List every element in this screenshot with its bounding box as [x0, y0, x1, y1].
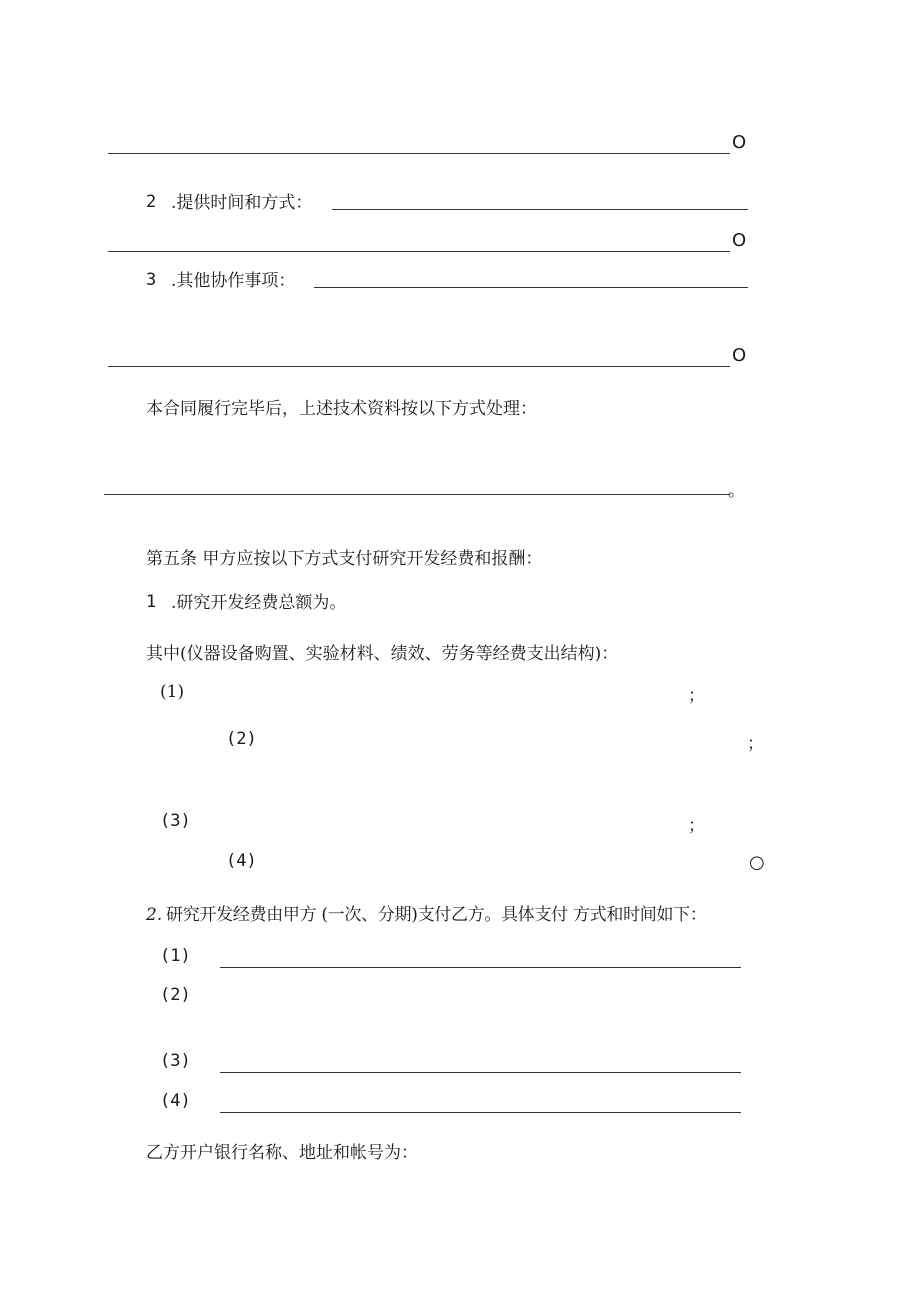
payment-item-3-label: (3) [160, 1051, 191, 1071]
breakdown-item-3-label: (3) [160, 811, 191, 831]
item2-fill-line [332, 209, 748, 210]
item3-end-mark: O [732, 345, 747, 366]
payment-item-1-label: (1) [160, 946, 191, 966]
breakdown-item-4-end: ○ [749, 852, 765, 873]
payment-intro-number: 2. [146, 905, 163, 925]
item3-fill-line [314, 287, 748, 288]
payment-item-3-line [220, 1072, 741, 1073]
breakdown-item-2-end: ； [747, 734, 764, 754]
breakdown-item-2-label: (2) [226, 729, 257, 749]
breakdown-item-3-end: ； [688, 816, 705, 836]
payment-intro: 研究开发经费由甲方 (一次、分期)支付乙方。具体支付 方式和时间如下： [166, 905, 707, 925]
payment-item-4-label: (4) [160, 1091, 191, 1111]
item2-fill-line-2 [108, 251, 730, 252]
payment-item-1-line [220, 967, 741, 968]
item2-label: .提供时间和方式： [171, 193, 313, 213]
item2-end-mark: O [732, 230, 747, 251]
article5-heading: 第五条 甲方应按以下方式支付研究开发经费和报酬： [146, 549, 543, 569]
item2-number: 2 [146, 192, 157, 212]
fill-line-top [108, 153, 730, 154]
end-mark: O [732, 132, 747, 153]
payment-item-2-label: (2) [160, 985, 191, 1005]
breakdown-intro: 其中(仪器设备购置、实验材料、绩效、劳务等经费支出结构)： [146, 644, 619, 664]
article5-item1-text: .研究开发经费总额为。 [171, 593, 347, 613]
breakdown-item-1-end: ； [688, 686, 705, 706]
item3-label: .其他协作事项： [171, 271, 296, 291]
item3-number: 3 [146, 270, 157, 290]
breakdown-item-4-label: (4) [226, 851, 257, 871]
disposal-text: 本合同履行完毕后，上述技术资料按以下方式处理： [146, 399, 537, 419]
item3-fill-line-2 [108, 366, 730, 367]
payment-item-4-line [220, 1112, 741, 1113]
bank-info-text: 乙方开户银行名称、地址和帐号为： [146, 1143, 418, 1163]
article5-item1-number: 1 [146, 592, 157, 612]
breakdown-item-1-label: (1) [160, 682, 185, 702]
disposal-end-mark: 。 [728, 481, 745, 501]
disposal-fill-line [104, 494, 730, 495]
